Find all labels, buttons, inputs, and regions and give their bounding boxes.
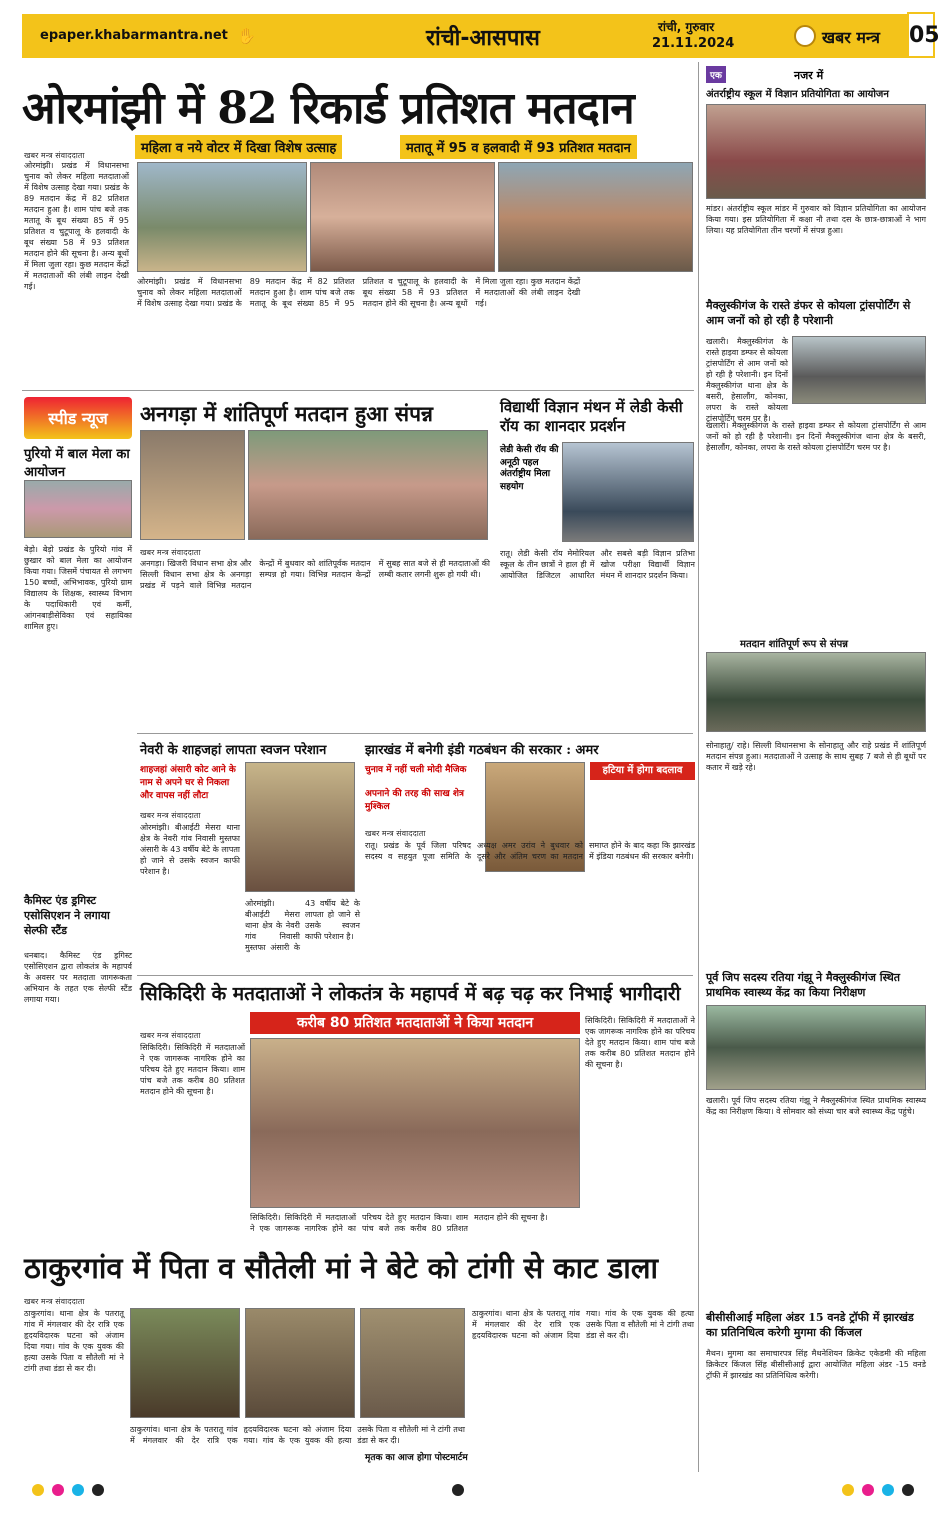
thakur-subhead: मृतक का आज होगा पोस्टमार्टम bbox=[365, 1453, 468, 1463]
city-label: रांची, गुरुवार bbox=[658, 20, 715, 34]
coal-title: मैक्लुस्कीगंज के रास्ते डंफर से कोयला ट्रांसपोर्टिंग से आम जनों को हो रही है परेशानी bbox=[706, 299, 911, 327]
thakur-body-right: ठाकुरगांव। थाना क्षेत्र के पतरातू गांव में मंगलवार की देर रात्रि एक हृदयविदारक घटना को अंजाम दिया गया। गांव के एक युवक की हत्या उसके पिता व सौतेली मां ने टांगी तथा डंडा से कर दी। bbox=[472, 1309, 694, 1340]
india-title: झारखंड में बनेगी इंडी गठबंधन की सरकार : अमर bbox=[365, 743, 599, 758]
vigyan-bullet-2: अंतर्राष्ट्रीय मिला सहयोग bbox=[500, 469, 551, 492]
main-body: ओरमांझी। प्रखंड में विधानसभा चुनाव को लेकर महिला मतदाताओं में विशेष उत्साह देखा गया। प्रखंड के 89 मतदान केंद्र में 82 प्रतिशत मतदान हुआ है। शाम पांच बजे तक मतातू के बूथ संख्या 85 में 95 प्रतिशत व चुटूपालू के हलवादी के बूथ संख्या 58 में 93 प्रतिशत मतदान होने की सूचना है। अन्य बूथों में मिला जुला रहा। कुछ मतदान केंद्रों में मतदाताओं की लंबी लाइन देखी गई। bbox=[24, 161, 129, 291]
main-headline: ओरमांझी में 82 रिकार्ड प्रतिशत मतदान bbox=[22, 83, 634, 134]
nevari-title: नेवरी के शाहजहां लापता स्वजन परेशान bbox=[140, 743, 327, 758]
photo-health-centre bbox=[706, 1005, 926, 1090]
speed-title: पुरियो में बाल मेला का आयोजन bbox=[24, 447, 130, 480]
photo-sikidiri-voters bbox=[250, 1038, 580, 1208]
sikidiri-body-cont: सिकिदिरी। सिकिदिरी में मतदाताओं ने एक जागरूक नागरिक होने का परिचय देते हुए मतदान किया। शाम पांच बजे तक करीब 80 प्रतिशत मतदान होने की सूचना है। bbox=[585, 1016, 695, 1069]
brand-name: खबर मन्त्र bbox=[822, 28, 880, 47]
date-label: 21.11.2024 bbox=[652, 36, 735, 51]
sikidiri-byline: खबर मन्त्र संवाददाता bbox=[140, 1031, 201, 1040]
india-body: रातू। प्रखंड के पूर्व जिला परिषद सदस्य व सहयुत पूजा समिति के अध्यक्ष अमर उरांव ने बुधवार को दूसरे और अंतिम चरण का मतदान समाप्त होने के बाद कहा कि झारखंड में इंडिया गठबंधन की सरकार बनेगी। bbox=[365, 841, 695, 861]
speed-body-2: धनबाद। कैमिस्ट एंड ड्रगिस्ट एसोसिएशन द्वारा लोकतंत्र के महापर्व के अवसर पर मतदाता जागरूकता अभियान के तहत एक सेल्फी स्टैंड लगाया गया। bbox=[24, 951, 132, 1004]
thakur-title: ठाकुरगांव में पिता व सौतेली मां ने बेटे को टांगी से काट डाला bbox=[24, 1251, 658, 1285]
photo-students bbox=[562, 442, 694, 542]
photo-voters-queue-1 bbox=[137, 162, 307, 272]
india-bullet-1: चुनाव में नहीं चली मोदी मैजिक bbox=[365, 765, 467, 775]
sikidiri-body-foot: सिकिदिरी। सिकिदिरी में मतदाताओं ने एक जागरूक नागरिक होने का परिचय देते हुए मतदान किया। शाम पांच बजे तक करीब 80 प्रतिशत मतदान होने की सूचना है। bbox=[250, 1213, 548, 1233]
speed-news-label: स्पीड न्यूज bbox=[24, 397, 132, 439]
nevari-byline: खबर मन्त्र संवाददाता bbox=[140, 811, 201, 820]
print-registration-marks bbox=[22, 1480, 927, 1498]
header-bar bbox=[22, 14, 940, 58]
column-divider bbox=[698, 62, 699, 1472]
divider bbox=[22, 390, 694, 391]
vigyan-title: विद्यार्थी विज्ञान मंथन में लेडी केसी रॉय का शानदार प्रदर्शन bbox=[500, 398, 683, 435]
kinjal-body: मैथन। मुगमा का समाचारपत्र सिंह मैथनेशियन क्रिकेट एकेडमी की महिला क्रिकेटर किंजल सिंह बीसीसीआई द्वारा आयोजित महिला अंडर -15 वनडे ट्रॉफी में झारखंड का प्रतिनिधित्व करेगी। bbox=[706, 1349, 926, 1380]
photo-elderly-voter bbox=[140, 430, 245, 540]
photo-accused-1 bbox=[245, 1308, 355, 1418]
main-subhead-1: महिला व नये वोटर में दिखा विशेष उत्साह bbox=[135, 135, 342, 159]
ratia-body: खलारी। पूर्व जिप सदस्य रतिया गंझू ने मैक्लुस्कीगंज स्थित प्राथमिक स्वास्थ्य केंद्र का निरीक्षण किया। वे सोमवार को संध्या चार बजे स्वास्थ्य केंद्र पहुंचे। bbox=[706, 1096, 926, 1116]
thakur-body-cont: ठाकुरगांव। थाना क्षेत्र के पतरातू गांव में मंगलवार की देर रात्रि एक हृदयविदारक घटना को अंजाम दिया गया। गांव के एक युवक की हत्या उसके पिता व सौतेली मां ने टांगी तथा डंडा से कर दी। bbox=[130, 1425, 465, 1445]
photo-security-force bbox=[706, 652, 926, 732]
cursor-icon: ✋ bbox=[237, 27, 256, 45]
vigyan-body: रातू। लेडी केसी रॉय मेमोरियल स्कूल के तीन छात्रों ने हाल ही में आयोजित डिजिटल आधारित और सबसे बड़ी विज्ञान प्रतिभा खोज परीक्षा विद्यार्थी विज्ञान मंथन में शानदार प्रदर्शन किया। bbox=[500, 549, 695, 580]
angara-byline: खबर मन्त्र संवाददाता bbox=[140, 548, 201, 557]
india-bullet-2: अपनाने की तरह की साख शेत्र मुश्किल bbox=[365, 789, 464, 812]
nevari-body: ओरमांझी। बीआईटी मेसरा थाना क्षेत्र के नेवरी गांव निवासी मुस्तफा अंसारी के 43 वर्षीय बेटे के लापता हो जाने से उसके स्वजन काफी परेशान है। bbox=[140, 823, 240, 876]
nazar-tag-1: एक bbox=[706, 66, 726, 83]
photo-victim bbox=[130, 1308, 240, 1418]
photo-school-students bbox=[706, 104, 926, 199]
main-body-cont: ओरमांझी। प्रखंड में विधानसभा चुनाव को लेकर महिला मतदाताओं में विशेष उत्साह देखा गया। प्रखंड के 89 मतदान केंद्र में 82 प्रतिशत मतदान हुआ है। शाम पांच बजे तक मतातू के बूथ संख्या 85 में 95 प्रतिशत व चुटूपालू के हलवादी के बूथ संख्या 58 में 93 प्रतिशत मतदान होने की सूचना है। अन्य बूथों में मिला जुला रहा। कुछ मतदान केंद्रों में मतदाताओं की लंबी लाइन देखी गई। bbox=[137, 277, 581, 308]
page-number: 05 bbox=[907, 12, 935, 58]
divider bbox=[137, 733, 693, 734]
coal-body: खलारी। मैक्लुस्कीगंज के रास्ते हाइवा डम्फर से कोयला ट्रांसपोर्टिंग से आम जनों को हो रही है परेशानी। इन दिनों मैक्लुस्कीगंज थाना क्षेत्र के बसरी, हेसालौंग, कोनका, लपरा के रास्ते कोयला ट्रांसपोर्टिंग चरम पर है। bbox=[706, 337, 788, 423]
angara-title: अनगड़ा में शांतिपूर्ण मतदान हुआ संपन्न bbox=[140, 401, 434, 426]
peace-caption: मतदान शांतिपूर्ण रूप से संपन्न bbox=[740, 639, 848, 650]
sikidiri-red-bar: करीब 80 प्रतिशत मतदाताओं ने किया मतदान bbox=[250, 1012, 580, 1034]
nazar-body: मांडर। अंतर्राष्ट्रीय स्कूल मांडर में गुरुवार को विज्ञान प्रतियोगिता का आयोजन किया गया। इस प्रतियोगिता में कक्षा नौ तथा दस के छात्र-छात्राओं ने भाग लिया। यह प्रतियोगिता तीन चरणों में संपन्न हुआ। bbox=[706, 204, 926, 235]
speed-title-2: कैमिस्ट एंड ड्रगिस्ट एसोसिएशन ने लगाया सेल्फी स्टैंड bbox=[24, 894, 110, 937]
india-red-tag: हटिया में होगा बदलाव bbox=[590, 762, 695, 780]
photo-voters-queue-3 bbox=[498, 162, 693, 272]
site-url[interactable]: epaper.khabarmantra.net bbox=[40, 28, 228, 43]
photo-missing-man bbox=[245, 762, 355, 892]
sikidiri-title: सिकिदिरी के मतदाताओं ने लोकतंत्र के महापर्व में बढ़ चढ़ कर निभाई भागीदारी bbox=[140, 983, 681, 1005]
photo-accused-2 bbox=[360, 1308, 465, 1418]
nevari-body-cont: ओरमांझी। बीआईटी मेसरा थाना क्षेत्र के नेवरी गांव निवासी मुस्तफा अंसारी के 43 वर्षीय बेटे के लापता हो जाने से उसके स्वजन काफी परेशान है। bbox=[245, 899, 360, 952]
coal-body-cont: खलारी। मैक्लुस्कीगंज के रास्ते हाइवा डम्फर से कोयला ट्रांसपोर्टिंग से आम जनों को हो रही है परेशानी। इन दिनों मैक्लुस्कीगंज थाना क्षेत्र के बसरी, हेसालौंग, कोनका, लपरा के रास्ते कोयला ट्रांसपोर्टिंग चरम पर है। bbox=[706, 421, 926, 452]
sikidiri-body: सिकिदिरी। सिकिदिरी में मतदाताओं ने एक जागरूक नागरिक होने का परिचय देते हुए मतदान किया। शाम पांच बजे तक करीब 80 प्रतिशत मतदान होने की सूचना है। bbox=[140, 1043, 245, 1096]
main-byline: खबर मन्त्र संवाददाता bbox=[24, 151, 85, 160]
thakur-byline: खबर मन्त्र संवाददाता bbox=[24, 1297, 85, 1306]
thakur-body: ठाकुरगांव। थाना क्षेत्र के पतरातू गांव में मंगलवार की देर रात्रि एक हृदयविदारक घटना को अंजाम दिया गया। गांव के एक युवक की हत्या उसके पिता व सौतेली मां ने टांगी तथा डंडा से कर दी। bbox=[24, 1309, 124, 1373]
india-byline: खबर मन्त्र संवाददाता bbox=[365, 829, 426, 838]
section-title: रांची-आसपास bbox=[426, 26, 540, 51]
vigyan-bullet-1: लेडी केसी रॉय की अनूठी पहल bbox=[500, 445, 559, 468]
main-subhead-2: मतातू में 95 व हलवादी में 93 प्रतिशत मतदान bbox=[400, 135, 637, 159]
photo-voters-queue-2 bbox=[310, 162, 495, 272]
photo-angara-voters bbox=[248, 430, 488, 540]
brand-logo-icon bbox=[794, 25, 816, 47]
registration-crosshair-icon bbox=[452, 1484, 464, 1496]
angara-body: अनगड़ा। खिजरी विधान सभा क्षेत्र और सिल्ली विधान सभा क्षेत्र के अनगड़ा प्रखंड में पड़ने वाले विभिन्न मतदान केन्द्रों में बुधवार को शांतिपूर्वक मतदान सम्पन्न हो गया। विभिन्न मतदान केन्द्रों में सुबह सात बजे से ही मतदाताओं की लम्बी कतार लगनी शुरू हो गयी थी। bbox=[140, 559, 490, 590]
nevari-bullet: शाहजहां अंसारी कोट आने के नाम से अपने घर से निकला और वापस नहीं लौटा bbox=[140, 765, 236, 801]
sonahatu-body: सोनाहातु/ राहे। सिल्ली विधानसभा के सोनाहातु और राहे प्रखंड में शांतिपूर्ण मतदान संपन्न हुआ। मतदाताओं ने उत्साह के साथ सुबह 7 बजे से ही बूथों पर कतार में खड़े रहे। bbox=[706, 741, 926, 772]
divider bbox=[137, 975, 693, 976]
speed-body: बेड़ो। बेड़ो प्रखंड के पुरियो गांव में छुखार को बाल मेला का आयोजन किया गया। जिसमें पंचायत से लगभग 150 बच्चों, अभिभावक, पुरियो ग्राम विद्यालय के शिक्षक, स्वास्थ्य विभाग के पदाधिकारी एवं कर्मी, आंगनबाड़ीसेविका एवं सहायिका शामिल हुए। bbox=[24, 545, 132, 631]
photo-coal-truck bbox=[792, 336, 926, 404]
ratia-title: पूर्व जिप सदस्य रतिया गंझू ने मैक्लुस्कीगंज स्थित प्राथमिक स्वास्थ्य केंद्र का किया निरीक्षण bbox=[706, 971, 900, 999]
nazar-tag-2: नजर में bbox=[790, 66, 827, 85]
kinjal-title: बीसीसीआई महिला अंडर 15 वनडे ट्रॉफी में झारखंड का प्रतिनिधित्व करेगी मुगमा की किंजल bbox=[706, 1311, 914, 1339]
nazar-title: अंतर्राष्ट्रीय स्कूल में विज्ञान प्रतियोगिता का आयोजन bbox=[706, 89, 889, 100]
photo-bal-mela bbox=[24, 480, 132, 538]
